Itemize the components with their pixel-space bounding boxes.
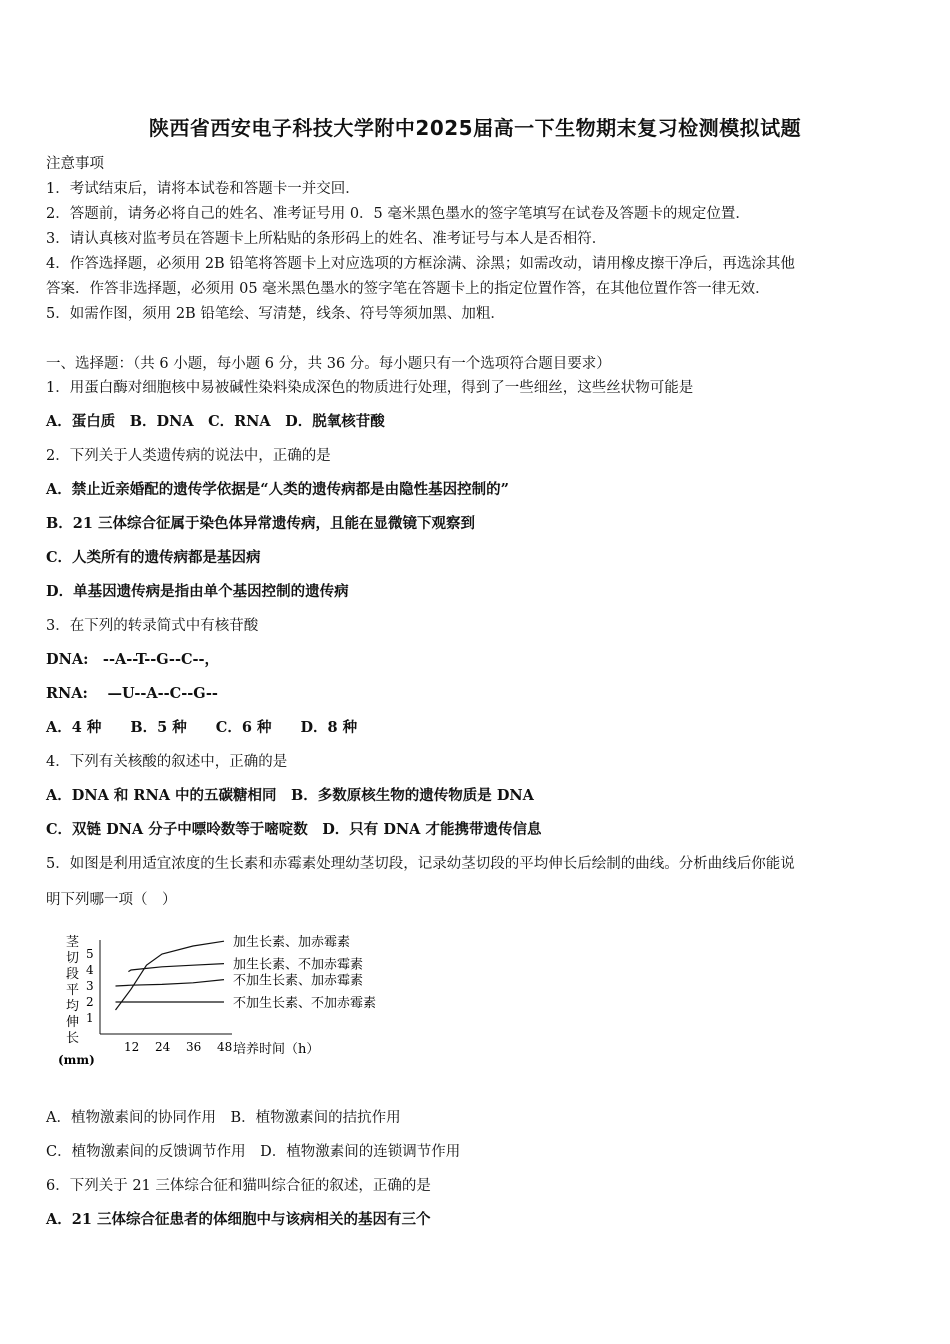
y-axis-label-char: 平 xyxy=(66,983,80,998)
notice-heading: 注意事项 xyxy=(46,156,104,172)
notice-item-4: 4．作答选择题，必须用 2B 铅笔将答题卡上对应选项的方框涂满、涂黑；如需改动，请用橡皮擦干净后，再选涂其他 xyxy=(46,256,795,272)
x-tick-label: 36 xyxy=(186,1040,202,1054)
y-axis-label xyxy=(66,935,80,1046)
series-label: 不加生长素、不加赤霉素 xyxy=(233,996,377,1011)
x-tick-label: 24 xyxy=(155,1040,171,1054)
notice-item-5: 5．如需作图，须用 2B 铅笔绘、写清楚，线条、符号等须加黑、加粗． xyxy=(46,306,505,322)
x-tick-label: 48 xyxy=(217,1040,233,1054)
section-heading: 一、选择题：（共 6 小题，每小题 6 分，共 36 分。每小题只有一个选项符合题目要求） xyxy=(46,356,611,372)
q5-options-ab xyxy=(46,1106,401,1127)
x-tick-label: 12 xyxy=(124,1040,140,1054)
y-tick-label: 4 xyxy=(86,963,94,977)
notice-item-3: 3．请认真核对监考员在答题卡上所粘贴的条形码上的姓名、准考证号与本人是否相符． xyxy=(46,231,607,247)
q5-stem-line1: 5．如图是利用适宜浓度的生长素和赤霉素处理幼茎切段，记录幼茎切段的平均伸长后绘制的曲线。分析曲线后你能说 xyxy=(46,856,795,872)
y-axis-label-char: 段 xyxy=(66,967,80,982)
q3-rna: RNA: —U--A--C--G-- xyxy=(46,685,218,702)
y-tick-label: 3 xyxy=(86,979,94,993)
q2-stem: 2．下列关于人类遗传病的说法中，正确的是 xyxy=(46,448,331,464)
q4-stem: 4．下列有关核酸的叙述中，正确的是 xyxy=(46,754,288,770)
y-axis-label-char: 长 xyxy=(66,1031,80,1046)
series-label: 不加生长素、加赤霉素 xyxy=(233,973,364,989)
q3-stem: 3．在下列的转录简式中有核苷酸 xyxy=(46,618,259,634)
series-lines xyxy=(116,941,225,1010)
q3-dna: DNA: --A--T--G--C--， xyxy=(46,651,220,668)
q5-options-ab-text: A．植物激素间的协同作用 B．植物激素间的拮抗作用 xyxy=(46,1110,401,1126)
q2-option-d: D．单基因遗传病是指由单个基因控制的遗传病 xyxy=(46,583,349,600)
q4-options-ab: A．DNA 和 RNA 中的五碳糖相同 B．多数原核生物的遗传物质是 DNA xyxy=(46,787,534,804)
x-axis-label: 培养时间（h） xyxy=(233,1042,320,1057)
y-axis-label-char: 均 xyxy=(66,999,80,1014)
q3-options: A．4 种 B．5 种 C．6 种 D．8 种 xyxy=(46,719,358,736)
q5-options-cd-text: C．植物激素间的反馈调节作用 D．植物激素间的连锁调节作用 xyxy=(46,1144,461,1160)
y-tick-label: 2 xyxy=(86,995,94,1009)
y-axis-unit: (mm) xyxy=(58,1053,95,1067)
series-labels xyxy=(233,934,376,1011)
q6-stem: 6．下列关于 21 三体综合征和猫叫综合征的叙述，正确的是 xyxy=(46,1178,431,1194)
notice-item-4-cont: 答案．作答非选择题，必须用 05 毫米黑色墨水的签字笔在答题卡上的指定位置作答，在其他位置作答一律无效． xyxy=(46,281,770,297)
q5-stem-line2: 明下列哪一项（ ） xyxy=(46,892,177,908)
q6-option-a: A．21 三体综合征患者的体细胞中与该病相关的基因有三个 xyxy=(46,1211,431,1228)
q2-option-b: B．21 三体综合征属于染色体异常遗传病，且能在显微镜下观察到 xyxy=(46,515,475,532)
page-title: 陕西省西安电子科技大学附中2025届高一下生物期末复习检测模拟试题 xyxy=(148,116,802,140)
q2-option-c: C．人类所有的遗传病都是基因病 xyxy=(46,549,261,566)
notice-item-2: 2．答题前，请务必将自己的姓名、准考证号用 0．5 毫米黑色墨水的签字笔填写在试卷及答题卡的规定位置． xyxy=(46,206,750,222)
y-ticks xyxy=(86,947,94,1025)
q4-options-cd: C．双链 DNA 分子中嘌呤数等于嘧啶数 D．只有 DNA 才能携带遗传信息 xyxy=(46,821,542,838)
q5-options-cd xyxy=(46,1140,460,1161)
y-tick-label: 1 xyxy=(86,1011,94,1025)
series-line xyxy=(116,980,225,986)
y-tick-label: 5 xyxy=(86,947,94,961)
y-axis-label-char: 茎 xyxy=(66,935,80,950)
notice-item-1: 1．考试结束后，请将本试卷和答题卡一并交回． xyxy=(46,181,360,197)
q1-options: A．蛋白质 B．DNA C．RNA D．脱氧核苷酸 xyxy=(46,413,385,430)
series-line xyxy=(116,941,225,1010)
series-label: 加生长素、加赤霉素 xyxy=(233,935,351,951)
x-ticks xyxy=(124,1040,232,1054)
q1-stem: 1．用蛋白酶对细胞核中易被碱性染料染成深色的物质进行处理，得到了一些细丝，这些丝状物可能是 xyxy=(46,380,694,396)
series-label: 加生长素、不加赤霉素 xyxy=(233,957,364,973)
y-axis-label-char: 切 xyxy=(66,951,80,966)
q2-option-a: A．禁止近亲婚配的遗传学依据是“人类的遗传病都是由隐性基因控制的” xyxy=(46,481,509,498)
y-axis-label-char: 伸 xyxy=(66,1015,80,1030)
growth-chart xyxy=(56,926,416,1072)
